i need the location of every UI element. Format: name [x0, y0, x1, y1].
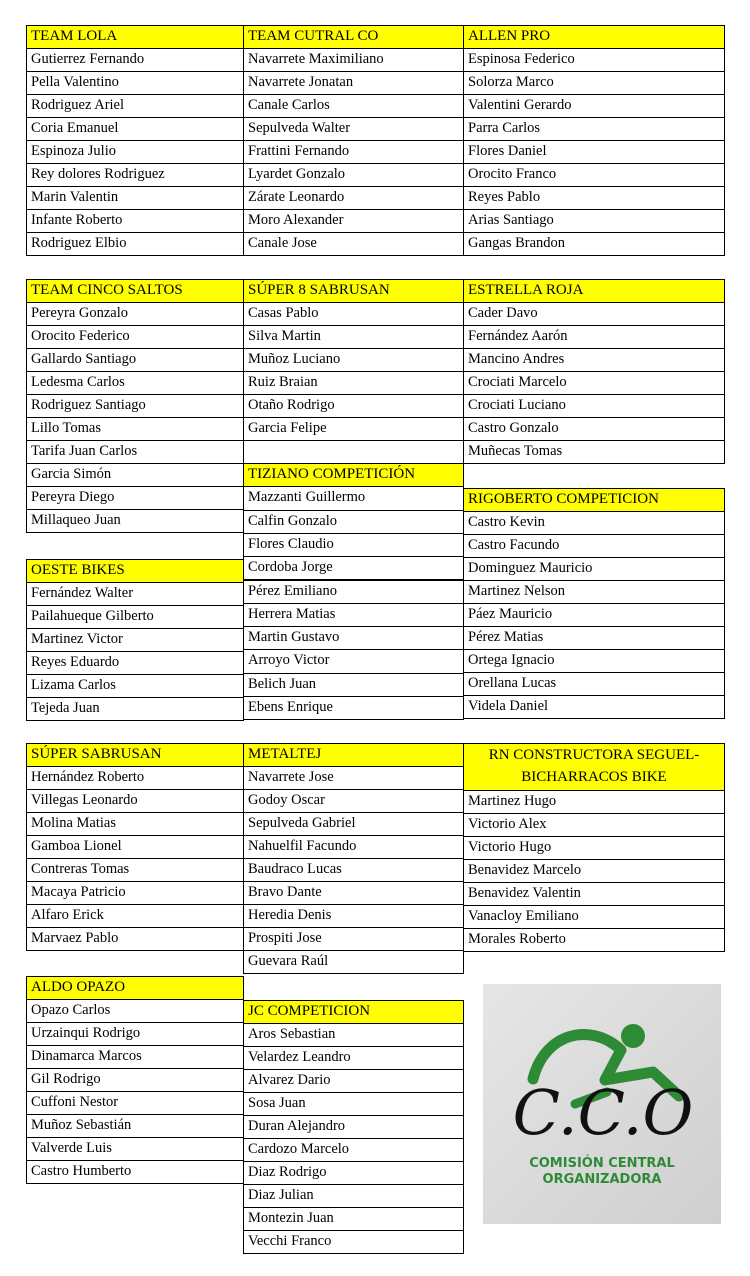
rider-cell: Nahuelfil Facundo — [243, 835, 464, 859]
rider-cell: Muñoz Sebastián — [26, 1114, 244, 1138]
rider-cell: Canale Carlos — [243, 94, 464, 118]
rider-cell: Lizama Carlos — [26, 674, 244, 698]
rider-cell: Moro Alexander — [243, 209, 464, 233]
rider-cell: Lyardet Gonzalo — [243, 163, 464, 187]
rider-cell: Sosa Juan — [243, 1092, 464, 1116]
rider-cell: Zárate Leonardo — [243, 186, 464, 210]
rider-cell: Martinez Victor — [26, 628, 244, 652]
rider-cell: Sepulveda Walter — [243, 117, 464, 141]
team-header: TEAM LOLA — [26, 25, 244, 49]
rider-cell: Rodriguez Elbio — [26, 232, 244, 256]
rider-cell: Heredia Denis — [243, 904, 464, 928]
team-header: TEAM CINCO SALTOS — [26, 279, 244, 303]
rider-cell: Gil Rodrigo — [26, 1068, 244, 1092]
rider-cell: Infante Roberto — [26, 209, 244, 233]
rider-cell: Rodriguez Ariel — [26, 94, 244, 118]
rider-cell: Gallardo Santiago — [26, 348, 244, 372]
rider-cell: Diaz Julian — [243, 1184, 464, 1208]
rider-cell: Urzainqui Rodrigo — [26, 1022, 244, 1046]
rider-cell: Pella Valentino — [26, 71, 244, 95]
rider-cell: Videla Daniel — [463, 695, 725, 719]
rider-cell: Reyes Pablo — [463, 186, 725, 210]
rider-cell: Orocito Franco — [463, 163, 725, 187]
rider-cell: Fernández Walter — [26, 582, 244, 606]
rider-cell: Crociati Luciano — [463, 394, 725, 418]
team-header: SÚPER SABRUSAN — [26, 743, 244, 767]
rider-cell: Tejeda Juan — [26, 697, 244, 721]
rider-cell: Mancino Andres — [463, 348, 725, 372]
rider-cell: Garcia Simón — [26, 463, 244, 487]
rider-cell: Baudraco Lucas — [243, 858, 464, 882]
rider-cell: Millaqueo Juan — [26, 509, 244, 533]
rider-cell: Valentini Gerardo — [463, 94, 725, 118]
rider-cell: Pailahueque Gilberto — [26, 605, 244, 629]
rider-cell: Rey dolores Rodriguez — [26, 163, 244, 187]
rider-cell: Gangas Brandon — [463, 232, 725, 256]
rider-cell: Bravo Dante — [243, 881, 464, 905]
rider-cell: Pérez Matias — [463, 626, 725, 650]
rider-cell: Flores Claudio — [243, 533, 464, 557]
rider-cell: Ruiz Braian — [243, 371, 464, 395]
rider-cell: Navarrete Jonatan — [243, 71, 464, 95]
rider-cell: Molina Matias — [26, 812, 244, 836]
rider-cell: Marvaez Pablo — [26, 927, 244, 951]
rider-cell: Martinez Hugo — [463, 790, 725, 814]
team-header: RN CONSTRUCTORA SEGUEL- BICHARRACOS BIKE — [463, 743, 725, 791]
rider-cell: Valverde Luis — [26, 1137, 244, 1161]
rider-cell: Orellana Lucas — [463, 672, 725, 696]
svg-text:ORGANIZADORA: ORGANIZADORA — [542, 1172, 662, 1187]
rider-cell: Guevara Raúl — [243, 950, 464, 974]
rider-cell: Muñecas Tomas — [463, 440, 725, 464]
rider-cell: Frattini Fernando — [243, 140, 464, 164]
rider-cell: Gamboa Lionel — [26, 835, 244, 859]
rider-cell: Herrera Matias — [243, 603, 464, 627]
rider-cell: Pereyra Gonzalo — [26, 302, 244, 326]
rider-cell: Cuffoni Nestor — [26, 1091, 244, 1115]
team-header: TEAM CUTRAL CO — [243, 25, 464, 49]
rider-cell: Muñoz Luciano — [243, 348, 464, 372]
rider-cell: Reyes Eduardo — [26, 651, 244, 675]
svg-text:C.C.O: C.C.O — [512, 1076, 694, 1149]
team-header: JC COMPETICION — [243, 1000, 464, 1024]
rider-cell: Calfin Gonzalo — [243, 510, 464, 534]
rider-cell: Parra Carlos — [463, 117, 725, 141]
rider-cell: Aros Sebastian — [243, 1023, 464, 1047]
rider-cell: Orocito Federico — [26, 325, 244, 349]
rider-cell: Castro Kevin — [463, 511, 725, 535]
rider-cell: Montezin Juan — [243, 1207, 464, 1231]
rider-cell: Castro Humberto — [26, 1160, 244, 1184]
rider-cell: Silva Martin — [243, 325, 464, 349]
rider-cell: Pérez Emiliano — [243, 580, 464, 604]
rider-cell: Crociati Marcelo — [463, 371, 725, 395]
rider-cell: Pereyra Diego — [26, 486, 244, 510]
team-header: OESTE BIKES — [26, 559, 244, 583]
rider-cell: Opazo Carlos — [26, 999, 244, 1023]
rider-cell: Contreras Tomas — [26, 858, 244, 882]
rider-cell: Cordoba Jorge — [243, 556, 464, 580]
team-header: RIGOBERTO COMPETICION — [463, 488, 725, 512]
rider-cell: Victorio Hugo — [463, 836, 725, 860]
rider-cell: Navarrete Jose — [243, 766, 464, 790]
rider-cell: Cader Davo — [463, 302, 725, 326]
rider-cell: Espinoza Julio — [26, 140, 244, 164]
rider-cell: Godoy Oscar — [243, 789, 464, 813]
rider-cell: Castro Gonzalo — [463, 417, 725, 441]
cyclist-icon — [483, 984, 721, 1224]
rider-cell: Rodriguez Santiago — [26, 394, 244, 418]
rider-cell: Casas Pablo — [243, 302, 464, 326]
rider-cell: Velardez Leandro — [243, 1046, 464, 1070]
rider-cell: Alvarez Dario — [243, 1069, 464, 1093]
rider-cell: Lillo Tomas — [26, 417, 244, 441]
rider-cell: Fernández Aarón — [463, 325, 725, 349]
rider-cell: Dinamarca Marcos — [26, 1045, 244, 1069]
rider-cell: Flores Daniel — [463, 140, 725, 164]
rider-cell: Macaya Patricio — [26, 881, 244, 905]
rider-cell: Arias Santiago — [463, 209, 725, 233]
rider-cell: Coria Emanuel — [26, 117, 244, 141]
rider-cell: Castro Facundo — [463, 534, 725, 558]
rider-cell: Martin Gustavo — [243, 626, 464, 650]
rider-cell: Ebens Enrique — [243, 696, 464, 720]
rider-cell: Gutierrez Fernando — [26, 48, 244, 72]
rider-cell: Hernández Roberto — [26, 766, 244, 790]
rider-cell: Benavidez Valentin — [463, 882, 725, 906]
rider-cell: Tarifa Juan Carlos — [26, 440, 244, 464]
rider-cell: Páez Mauricio — [463, 603, 725, 627]
rider-cell: Alfaro Erick — [26, 904, 244, 928]
cco-logo — [483, 984, 721, 1224]
rider-cell: Vanacloy Emiliano — [463, 905, 725, 929]
rider-cell: Mazzanti Guillermo — [243, 486, 464, 510]
rider-cell: Cardozo Marcelo — [243, 1138, 464, 1162]
rider-cell: Dominguez Mauricio — [463, 557, 725, 581]
rider-cell: Duran Alejandro — [243, 1115, 464, 1139]
rider-cell: Vecchi Franco — [243, 1230, 464, 1254]
rider-cell: Garcia Felipe — [243, 417, 464, 441]
rider-cell: Canale Jose — [243, 232, 464, 256]
team-header: METALTEJ — [243, 743, 464, 767]
rider-cell: Villegas Leonardo — [26, 789, 244, 813]
rider-cell: Ortega Ignacio — [463, 649, 725, 673]
rider-cell: Belich Juan — [243, 673, 464, 697]
rider-cell: Navarrete Maximiliano — [243, 48, 464, 72]
svg-text:COMISIÓN CENTRAL: COMISIÓN CENTRAL — [529, 1156, 675, 1171]
rider-cell: Martinez Nelson — [463, 580, 725, 604]
team-header: TIZIANO COMPETICIÓN — [243, 463, 464, 487]
rider-cell: Diaz Rodrigo — [243, 1161, 464, 1185]
team-header: ALDO OPAZO — [26, 976, 244, 1000]
team-header: SÚPER 8 SABRUSAN — [243, 279, 464, 303]
rider-cell: Victorio Alex — [463, 813, 725, 837]
rider-cell: Sepulveda Gabriel — [243, 812, 464, 836]
rider-cell: Solorza Marco — [463, 71, 725, 95]
rider-cell: Prospiti Jose — [243, 927, 464, 951]
rider-cell: Arroyo Victor — [243, 649, 464, 673]
rider-cell — [243, 440, 464, 464]
team-header: ESTRELLA ROJA — [463, 279, 725, 303]
rider-cell: Ledesma Carlos — [26, 371, 244, 395]
team-header: ALLEN PRO — [463, 25, 725, 49]
rider-cell: Espinosa Federico — [463, 48, 725, 72]
rider-cell: Otaño Rodrigo — [243, 394, 464, 418]
rider-cell: Marin Valentin — [26, 186, 244, 210]
rider-cell: Morales Roberto — [463, 928, 725, 952]
rider-cell: Benavidez Marcelo — [463, 859, 725, 883]
